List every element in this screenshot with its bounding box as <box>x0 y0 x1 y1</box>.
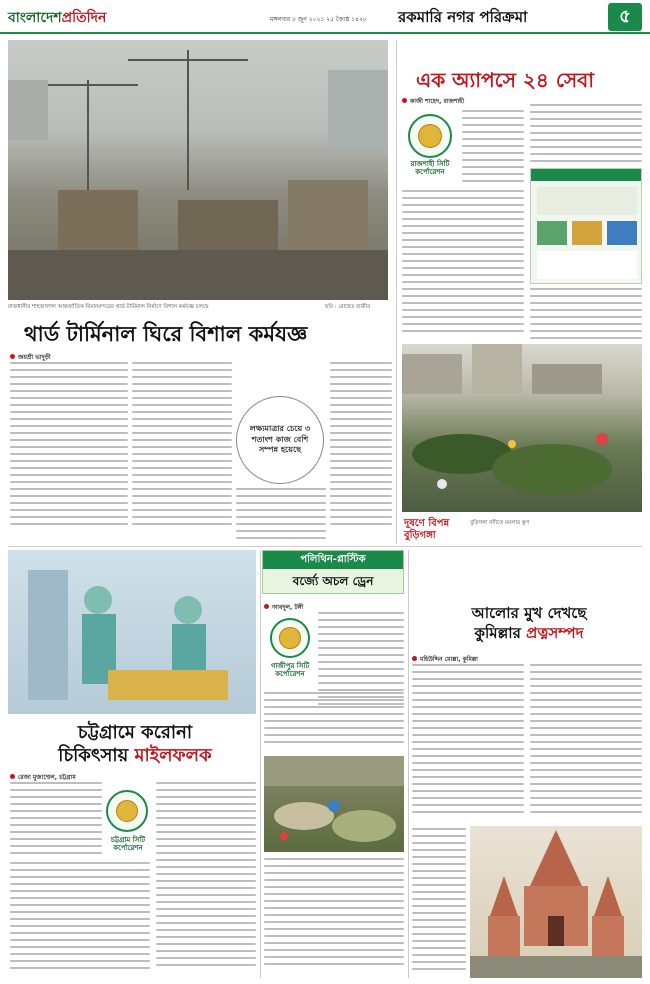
terminal-body-col2 <box>132 362 232 542</box>
comilla-body-col1b <box>412 828 466 978</box>
corona-photo <box>8 550 256 714</box>
divider <box>8 546 642 547</box>
temple-photo <box>470 826 642 978</box>
polythene-headline-box <box>262 550 404 594</box>
byline-marker-icon <box>402 98 407 103</box>
chattogram-seal-label: চট্টগ্রাম সিটি কর্পোরেশন <box>110 836 146 853</box>
app-body-col2 <box>530 104 642 166</box>
app-headline-b: ২৪ সেবা <box>522 68 595 92</box>
divider <box>260 550 261 978</box>
polythene-body-col2 <box>264 858 404 978</box>
logo-accent: প্রতিদিন <box>61 10 107 26</box>
corona-body-col1b <box>10 862 150 978</box>
comilla-body-col2 <box>530 664 642 824</box>
terminal-headline: থার্ড টার্মিনাল ঘিরে বিশাল কর্মযজ্ঞ <box>24 322 308 346</box>
comilla-headline-a: আলোর মুখ দেখছে <box>471 604 587 622</box>
buriganga-headline-b: বুড়িগঙ্গা <box>404 530 436 541</box>
buriganga-headline <box>404 518 449 542</box>
buriganga-photo <box>402 344 642 512</box>
drain-photo <box>264 756 404 852</box>
comilla-headline-b: কুমিল্লার <box>474 623 521 642</box>
buriganga-caption: বুড়িগঙ্গা নদীতে ময়লার স্তূপ <box>470 520 530 526</box>
buriganga-headline-a: দূষণে বিপন্ন <box>404 518 450 529</box>
corona-headline <box>30 722 240 767</box>
page-header <box>0 0 650 34</box>
terminal-body-col1 <box>10 362 128 542</box>
app-headline-a: এক অ্যাপসে <box>416 68 516 92</box>
byline-marker-icon <box>10 774 15 779</box>
divider <box>396 40 397 544</box>
rajshahi-seal-label: রাজশাহী সিটি কর্পোরেশন <box>410 160 450 177</box>
polythene-body-col1b <box>264 692 404 752</box>
dateline: মঙ্গলবার ৮ জুন ২০২১ ২৫ জ্যৈষ্ঠ ১৪২৮ <box>270 16 367 23</box>
polythene-headline: বর্জ্যে অচল ড্রেন <box>292 574 374 588</box>
terminal-pull-quote: লক্ষ্যমাত্রার চেয়ে ৩ শতাংশ কাজ বেশি সম্পন্ন হয়েছে <box>236 396 324 484</box>
gazipur-seal-icon <box>270 618 310 658</box>
polythene-byline: আবদুল, টঙ্গী <box>272 604 304 611</box>
page-number: ৫ <box>608 3 642 31</box>
terminal-body-col4 <box>236 488 326 542</box>
section-title: রকমারি নগর পরিক্রমা <box>398 8 528 26</box>
hospital-illustration <box>8 550 256 714</box>
terminal-photo-credit: ছবি : রোহেত রাজীব <box>325 304 371 310</box>
corona-headline-a: চট্টগ্রামে করোনা <box>77 722 193 743</box>
temple-illustration <box>470 826 642 978</box>
comilla-headline-c: প্রত্নসম্পদ <box>526 623 584 642</box>
gazipur-seal-label: গাজীপুর সিটি কর্পোরেশন <box>270 662 310 679</box>
drain-waste-illustration <box>264 756 404 852</box>
polythene-kicker: পলিথিন-প্লাস্টিক <box>263 551 403 569</box>
app-byline: কাজী শাহেদ, রাজশাহী <box>410 98 465 105</box>
river-waste-illustration <box>402 344 642 512</box>
corona-body-col1 <box>10 782 102 862</box>
comilla-byline: মহিউদ্দিন মোল্লা, কুমিল্লা <box>420 656 478 663</box>
terminal-photo-caption: রাজধানীর শাহজালাল আন্তর্জাতিক বিমানবন্দরের থার্ড টার্মিনাল নির্মাণে বিশাল কর্মযজ্ঞ চলছে <box>8 304 209 310</box>
corona-headline-c: মাইলফলক <box>134 744 212 766</box>
app-body-col1 <box>462 110 524 190</box>
divider <box>408 550 409 978</box>
app-body-col1b <box>402 190 524 340</box>
rajshahi-seal-icon <box>408 114 452 158</box>
construction-illustration <box>8 40 388 300</box>
comilla-body-col1 <box>412 664 524 824</box>
terminal-photo <box>8 40 388 300</box>
app-screenshot <box>530 168 642 284</box>
byline-marker-icon <box>264 604 269 609</box>
terminal-body-col3 <box>330 362 392 542</box>
newspaper-logo <box>8 6 106 30</box>
comilla-headline <box>418 604 640 643</box>
chattogram-seal-icon <box>106 790 148 832</box>
corona-body-col2 <box>156 782 256 978</box>
corona-byline: রেজা মুজাম্মেল, চট্টগ্রাম <box>18 774 76 781</box>
corona-headline-b: চিকিৎসায় <box>58 744 129 766</box>
logo-main: বাংলাদেশ <box>8 10 62 26</box>
byline-marker-icon <box>10 354 15 359</box>
byline-marker-icon <box>412 656 417 661</box>
terminal-byline: জয়শ্রী ভাদুড়ী <box>18 354 51 361</box>
app-headline <box>416 66 594 99</box>
